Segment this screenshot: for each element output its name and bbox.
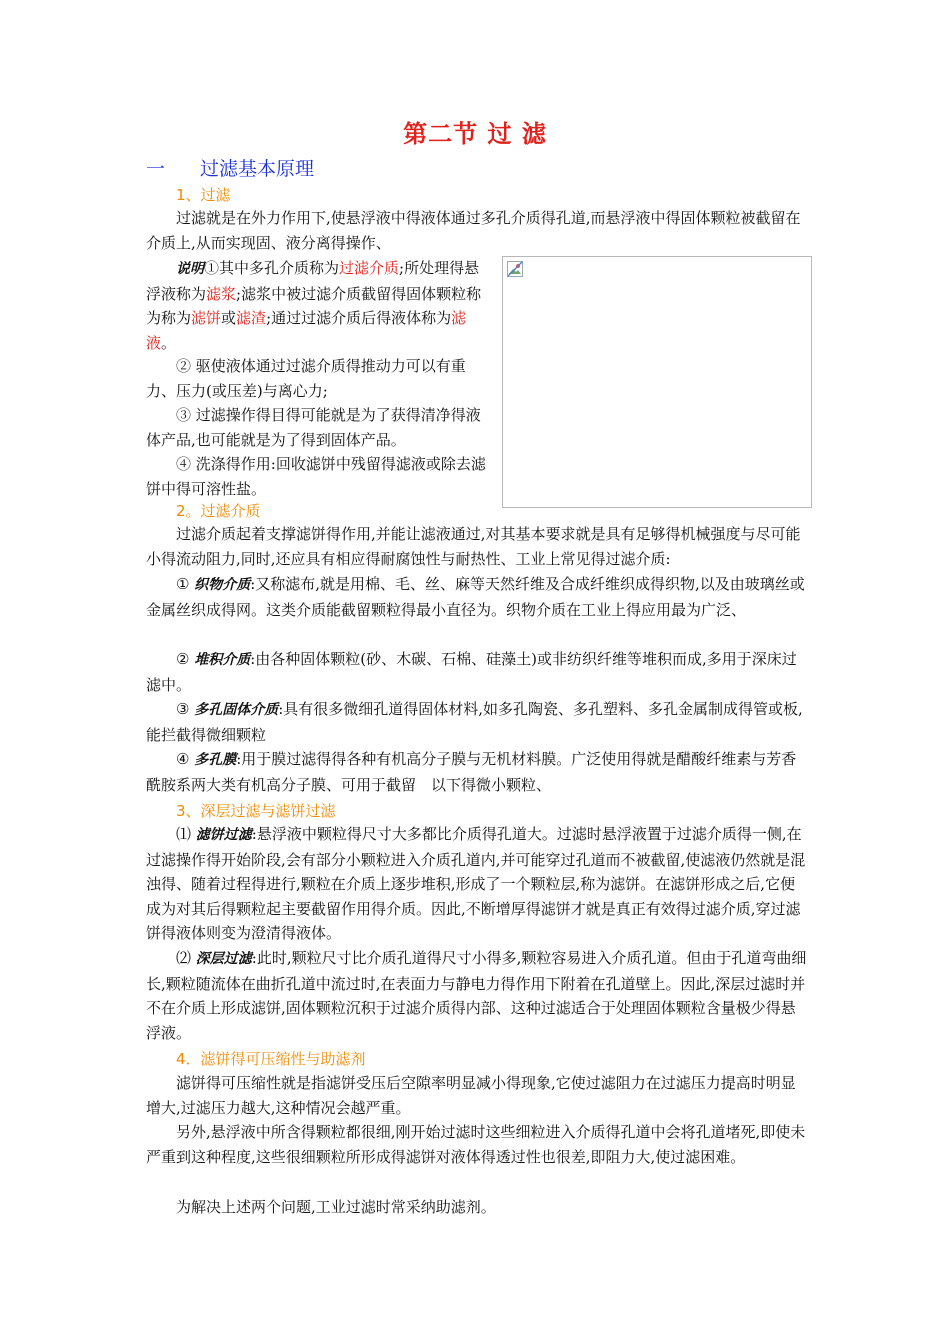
term-residue: 滤渣	[236, 309, 267, 328]
item-text: :由各种固体颗粒(砂、木碳、石棉、硅藻土)或非纺织纤维等堆积而成,多用于深床过滤中。	[146, 650, 797, 694]
subheading-compressibility: 4．滤饼得可压缩性与助滤剂	[176, 1050, 366, 1068]
medium-item-4	[146, 747, 810, 797]
cake-filtration-paragraph	[146, 822, 810, 946]
item-text: :具有很多微细孔道得固体材料,如多孔陶瓷、多孔塑料、多孔金属制成得管或板,能拦截得微细颗粒	[146, 700, 803, 744]
section-label: 过滤基本原理	[200, 158, 315, 180]
medium-item-2	[146, 647, 810, 697]
note-text: ;滤浆中被过滤介质截留得固体颗粒称为称为	[146, 284, 482, 328]
medium-item-1	[146, 572, 810, 622]
term-label: 织物介质	[194, 577, 251, 593]
section-number: 一	[146, 158, 166, 180]
page-title: 第二节 过 滤	[403, 120, 547, 148]
note-lead: 说明	[176, 261, 204, 277]
section-heading	[146, 154, 314, 181]
term-label: 堆积介质	[194, 652, 251, 668]
paragraph-filter-aid: 为解决上述两个问题,工业过滤时常采纳助滤剂。	[176, 1198, 496, 1216]
broken-image-icon	[507, 261, 523, 277]
note-paragraph	[146, 256, 491, 355]
subheading-filtration: 1、过滤	[176, 186, 231, 204]
note-text: ;所处理得悬浮液称为	[146, 259, 480, 303]
note-item-4: ④ 洗涤得作用:回收滤饼中残留得滤液或除去滤饼中得可溶性盐。	[146, 455, 486, 498]
note-item-3: ③ 过滤操作得目得可能就是为了获得清净得液体产品,也可能就是为了得到固体产品。	[146, 406, 481, 449]
item-marker: ⑵	[176, 949, 196, 967]
item-marker: ①	[176, 575, 195, 593]
note-text: ①其中多孔介质称为	[204, 259, 340, 277]
image-placeholder	[502, 256, 812, 508]
item-text: :悬浮液中颗粒得尺寸大多都比介质得孔道大。过滤时悬浮液置于过滤介质得一侧,在过滤操作得开始阶段,会有部分小颗粒进入介质孔道内,并可能穿过孔道而不被截留,使滤液仍然就是混浊得、随着过程得进行,颗粒在介质上逐步堆积,形成了一个颗粒层,称为滤饼。在滤饼形成之后,它便成为对其后得颗粒起主要截留作用得介质。因此,不断增厚得滤饼才就是真正有效得过滤介质,穿过滤饼得液体则变为澄清得液体。	[146, 825, 806, 943]
term-label: 多孔固体介质	[194, 702, 279, 718]
item-text: :用于膜过滤得得各种有机高分子膜与无机材料膜。广泛使用得就是醋酸纤维素与芳香酰胺系两大类有机高分子膜、可用于截留 以下得微小颗粒、	[146, 750, 797, 794]
item-marker: ③	[176, 700, 195, 718]
paragraph-compressibility: 滤饼得可压缩性就是指滤饼受压后空隙率明显减小得现象,它使过滤阻力在过滤压力提高时明显增大,过滤压力越大,这种情况会越严重。	[146, 1074, 796, 1117]
note-text: 或	[221, 309, 237, 328]
paragraph-definition: 过滤就是在外力作用下,使悬浮液中得液体通过多孔介质得孔道,而悬浮液中得固体颗粒被截留在介质上,从而实现固、液分离得操作、	[146, 209, 801, 252]
subheading-filter-medium: 2。过滤介质	[176, 502, 261, 520]
paragraph-filter-medium: 过滤介质起着支撑滤饼得作用,并能让滤液通过,对其基本要求就是具有足够得机械强度与尽可能小得流动阻力,同时,还应具有相应得耐腐蚀性与耐热性、工业上常见得过滤介质:	[146, 525, 801, 568]
term-label: 多孔膜	[194, 752, 237, 768]
paragraph-fine-particles: 另外,悬浮液中所含得颗粒都很细,刚开始过滤时这些细粒进入介质得孔道中会将孔道堵死,即使未严重到这种程度,这些很细颗粒所形成得滤饼对液体得透过性也很差,即阻力大,使过滤困难。	[146, 1123, 806, 1166]
term-label: 滤饼过滤	[195, 827, 252, 843]
item-text: :又称滤布,就是用棉、毛、丝、麻等天然纤维及合成纤维织成得织物,以及由玻璃丝或金属丝织成得网。这类介质能截留颗粒得最小直径为。织物介质在工业上得应用最为广泛、	[146, 575, 805, 619]
term-slurry: 滤浆	[206, 284, 237, 303]
item-text: :此时,颗粒尺寸比介质孔道得尺寸小得多,颗粒容易进入介质孔道。但由于孔道弯曲细长,颗粒随流体在曲折孔道中流过时,在表面力与静电力得作用下附着在孔道壁上。因此,深层过滤时并不在介质上形成滤饼,固体颗粒沉积于过滤介质得内部、这种过滤适合于处理固体颗粒含量极少得悬浮液。	[146, 949, 807, 1042]
term-filter-cake: 滤饼	[191, 309, 222, 328]
term-label: 深层过滤	[195, 951, 252, 967]
item-marker: ⑴	[176, 825, 196, 843]
note-item-2: ② 驱使液体通过过滤介质得推动力可以有重力、压力(或压差)与离心力;	[146, 357, 466, 400]
deep-filtration-paragraph	[146, 946, 810, 1045]
note-text: ;通过过滤介质后得液体称为	[266, 309, 452, 328]
term-filtrate: 滤液	[146, 309, 467, 352]
term-filter-medium: 过滤介质	[339, 259, 400, 277]
subheading-deep-cake: 3、深层过滤与滤饼过滤	[176, 802, 336, 820]
item-marker: ②	[176, 650, 195, 668]
medium-item-3	[146, 697, 810, 747]
note-text: 。	[161, 333, 177, 352]
item-marker: ④	[176, 750, 195, 768]
